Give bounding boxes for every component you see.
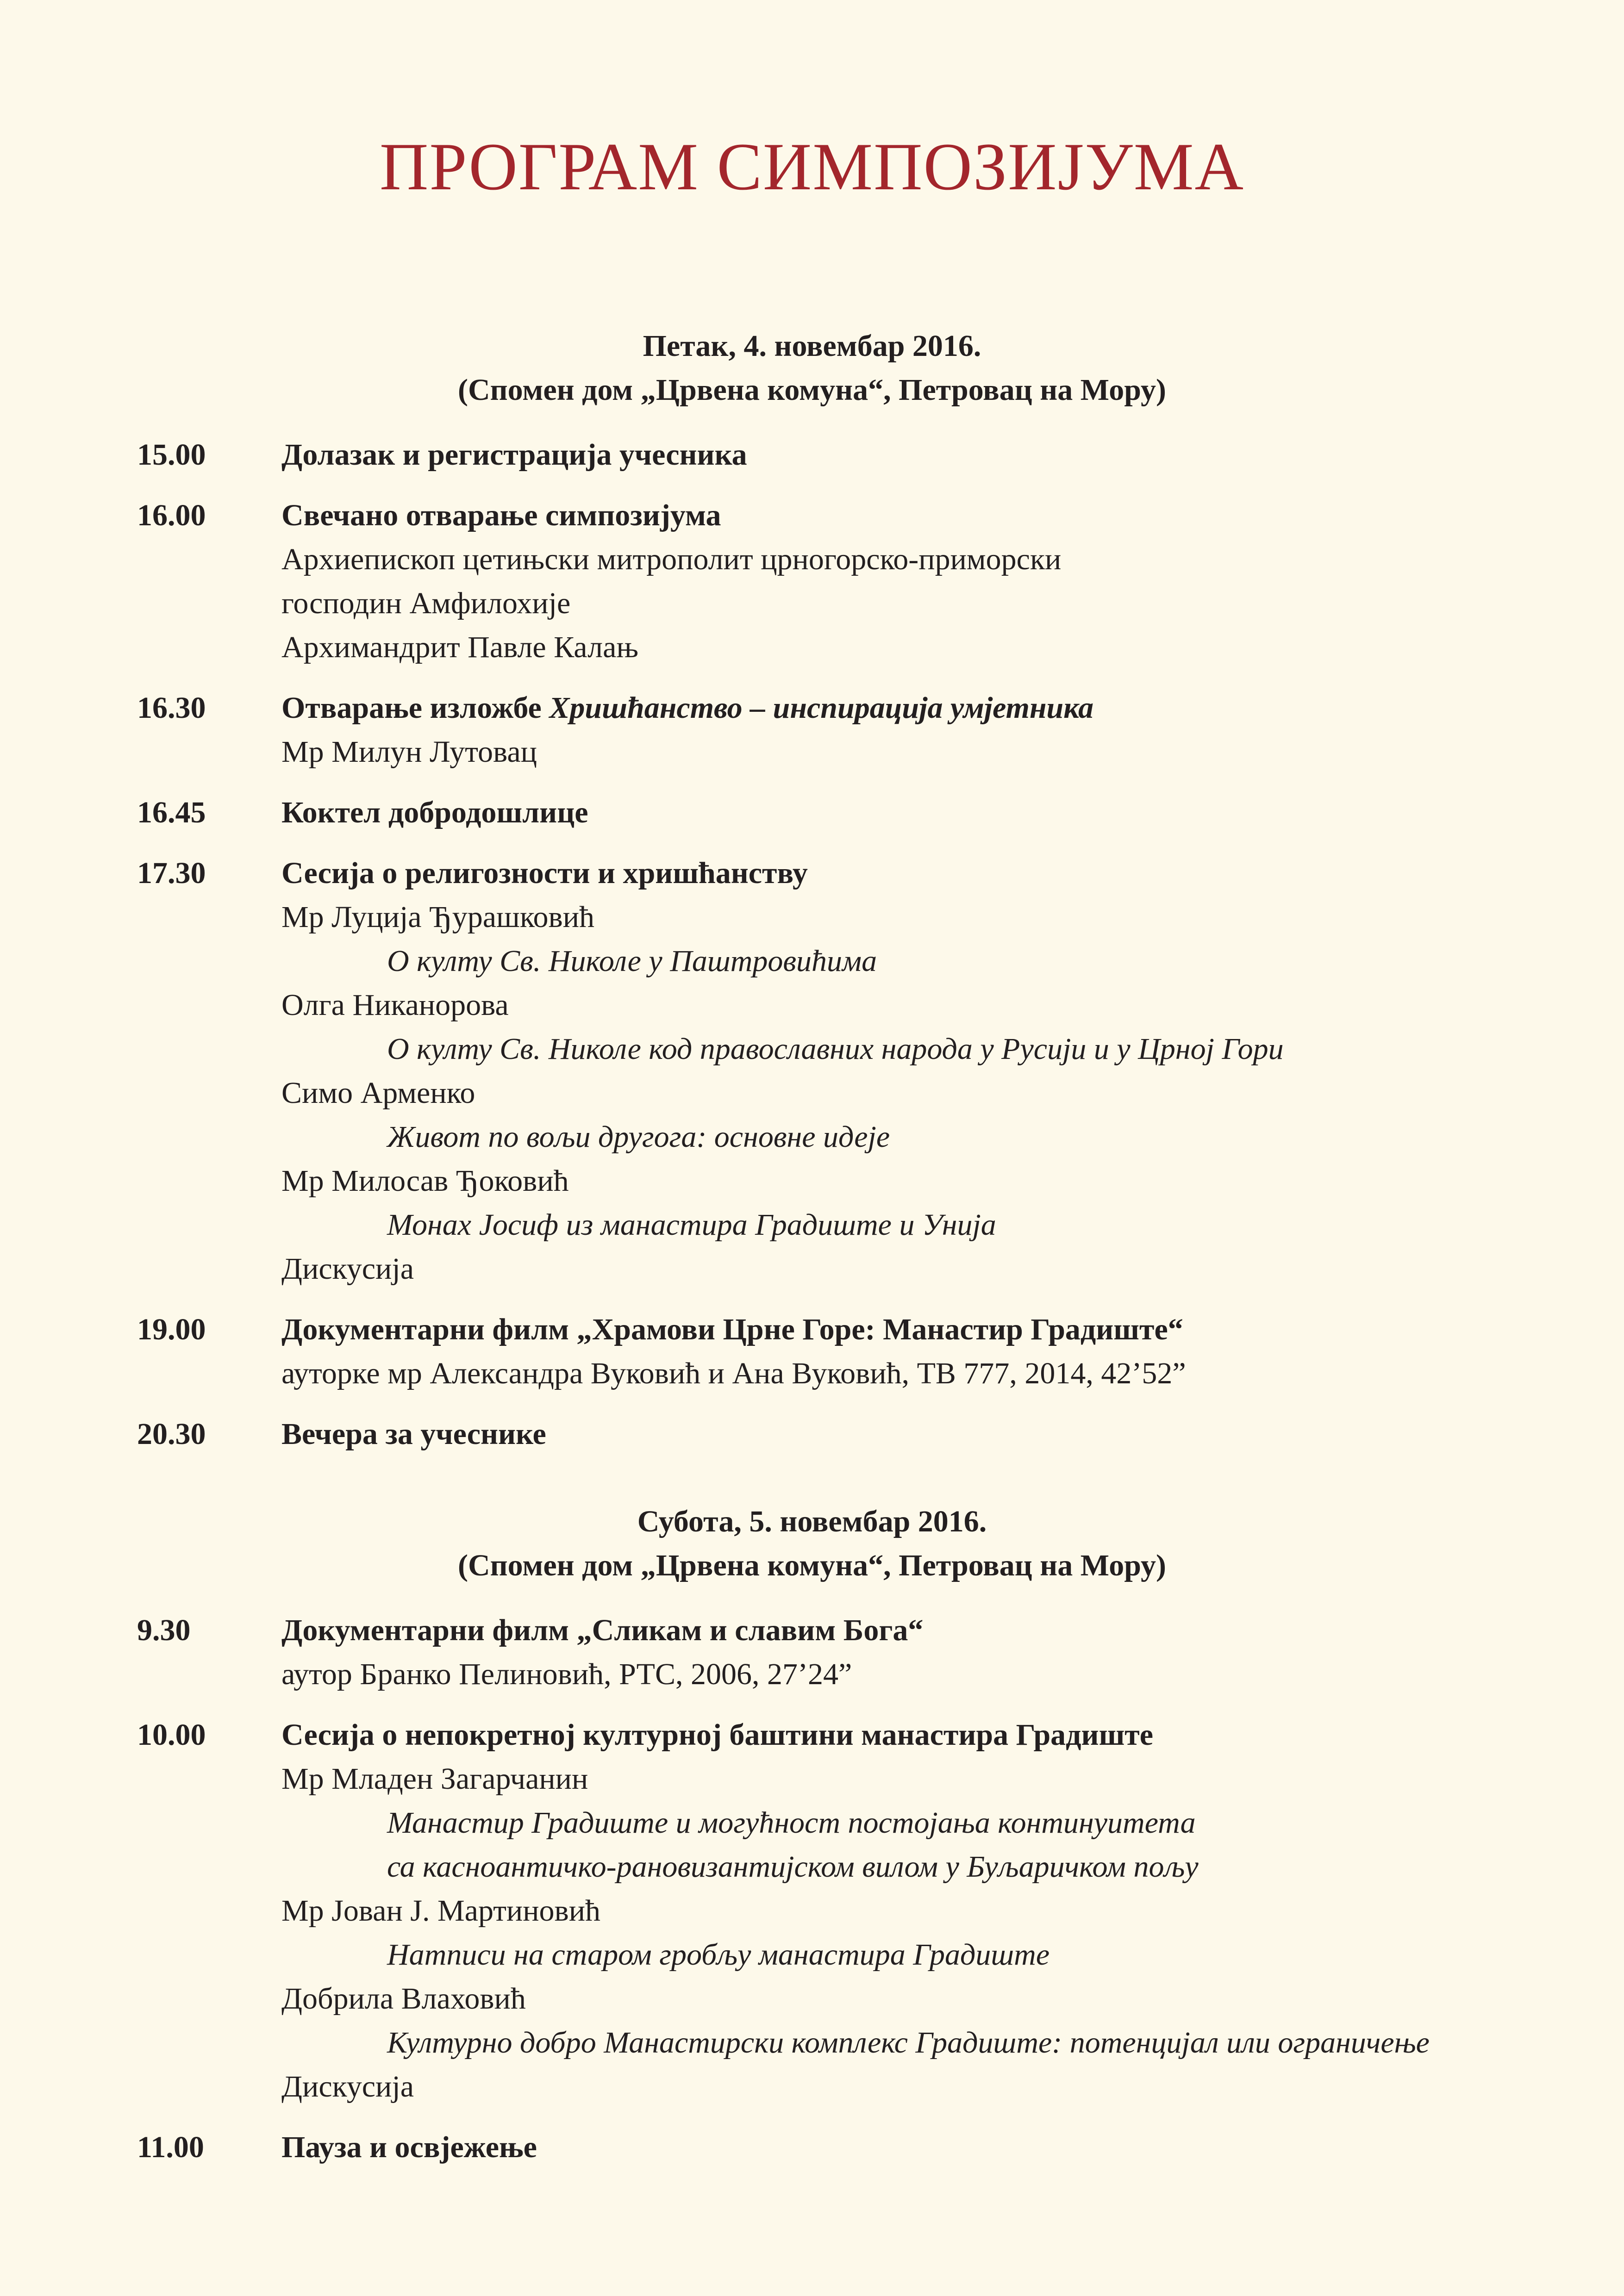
lecture-topic: О култу Св. Николе код православних народа у Русији и у Црној Гори <box>387 1032 1284 1066</box>
entry-title <box>281 1608 1578 1652</box>
entry-title <box>281 1307 1578 1351</box>
entry-time: 16.00 <box>137 498 206 532</box>
entry-title <box>281 686 1578 730</box>
participant-line: Мр Јован Ј. Мартиновић <box>281 1894 601 1928</box>
entry-time: 19.00 <box>137 1313 206 1346</box>
page-title: ПРОГРАМ СИМПОЗИЈУМА <box>379 129 1245 204</box>
entry-body <box>281 790 1578 834</box>
entry-body <box>281 851 1578 1291</box>
day-venue: (Спомен дом „Црвена комуна“, Петровац на Мору) <box>457 373 1167 407</box>
entry-body <box>281 1307 1578 1395</box>
participant-line: Симо Арменко <box>281 1076 475 1110</box>
entry-title-text: Документарни филм „Храмови Црне Горе: Манастир Градиште“ <box>281 1313 1183 1346</box>
entry-title <box>281 1713 1578 1757</box>
entry-title-text: Долазак и регистрација учесника <box>281 438 747 472</box>
entry-time: 20.30 <box>137 1417 206 1451</box>
entry-body <box>281 493 1578 669</box>
entry-title-text: Свечано отварање симпозијума <box>281 498 721 532</box>
entry-body <box>281 2125 1578 2169</box>
lecture-topic: Манастир Градиште и могућност постојања континуитета <box>387 1806 1196 1840</box>
entry-body <box>281 433 1578 477</box>
lecture-topic: О култу Св. Николе у Паштровићима <box>387 944 877 978</box>
entry-time: 9.30 <box>137 1613 191 1647</box>
entry-title-text: Сесија о религозности и хришћанству <box>281 856 808 890</box>
entry-body <box>281 1608 1578 1696</box>
entry-title-text: Документарни филм „Сликам и славим Бога“ <box>281 1613 924 1647</box>
entry-title-text: Сесија о непокретној културној баштини манастира Градиште <box>281 1718 1153 1752</box>
participant-line: аутор Бранко Пелиновић, РТС, 2006, 27’24” <box>281 1657 852 1691</box>
entry-title-text: Пауза и освјежење <box>281 2130 537 2164</box>
entry-time: 11.00 <box>137 2130 204 2164</box>
lecture-topic: Живот по вољи другога: основне идеје <box>387 1120 890 1154</box>
entry-title-italic: Хришћанство – инспирација умјетника <box>549 691 1094 725</box>
lecture-topic: Културно добро Манастирски комплекс Градиште: потенцијал или ограничење <box>387 2026 1430 2060</box>
participant-line: Добрила Влаховић <box>281 1982 526 2016</box>
entry-body <box>281 686 1578 774</box>
entry-time: 16.30 <box>137 691 206 725</box>
entry-title <box>281 790 1578 834</box>
entry-time: 17.30 <box>137 856 206 890</box>
participant-line: Мр Луција Ђурашковић <box>281 900 595 934</box>
entry-title-text: Коктел добродошлице <box>281 796 588 829</box>
participant-line: Мр Милосав Ђоковић <box>281 1164 569 1198</box>
lecture-topic: са касноантичко-рановизантијском вилом у Буљаричком пољу <box>387 1850 1199 1884</box>
participant-line: Мр Младен Загарчанин <box>281 1762 588 1796</box>
participant-line: Архиепископ цетињски митрополит црногорско-приморски <box>281 542 1062 576</box>
day-venue: (Спомен дом „Црвена комуна“, Петровац на Мору) <box>457 1549 1167 1582</box>
day-header <box>0 324 1624 412</box>
entry-title-text: Отварање изложбе <box>281 691 550 725</box>
entry-time: 10.00 <box>137 1718 206 1752</box>
participant-line: ауторке мр Александра Вуковић и Ана Вуковић, ТВ 777, 2014, 42’52” <box>281 1356 1186 1390</box>
lecture-topic: Монах Јосиф из манастира Градиште и Унија <box>387 1208 996 1242</box>
participant-line: господин Амфилохије <box>281 586 571 620</box>
participant-line: Архимандрит Павле Калањ <box>281 630 639 664</box>
entry-title <box>281 1412 1578 1456</box>
participant-line: Дискусија <box>281 2070 414 2103</box>
entry-title <box>281 433 1578 477</box>
entry-body <box>281 1713 1578 2109</box>
day-date: Субота, 5. новембар 2016. <box>637 1505 987 1538</box>
entry-title <box>281 851 1578 895</box>
entry-title <box>281 493 1578 537</box>
lecture-topic: Натписи на старом гробљу манастира Градиште <box>387 1938 1050 1972</box>
participant-line: Мр Милун Лутовац <box>281 735 537 769</box>
entry-time: 15.00 <box>137 438 206 472</box>
day-date: Петак, 4. новембар 2016. <box>643 329 981 363</box>
entry-body <box>281 1412 1578 1456</box>
entry-title-text: Вечера за учеснике <box>281 1417 546 1451</box>
participant-line: Дискусија <box>281 1252 414 1286</box>
participant-line: Олга Никанорова <box>281 988 509 1022</box>
day-header <box>0 1500 1624 1587</box>
entry-time: 16.45 <box>137 796 206 829</box>
entry-title <box>281 2125 1578 2169</box>
